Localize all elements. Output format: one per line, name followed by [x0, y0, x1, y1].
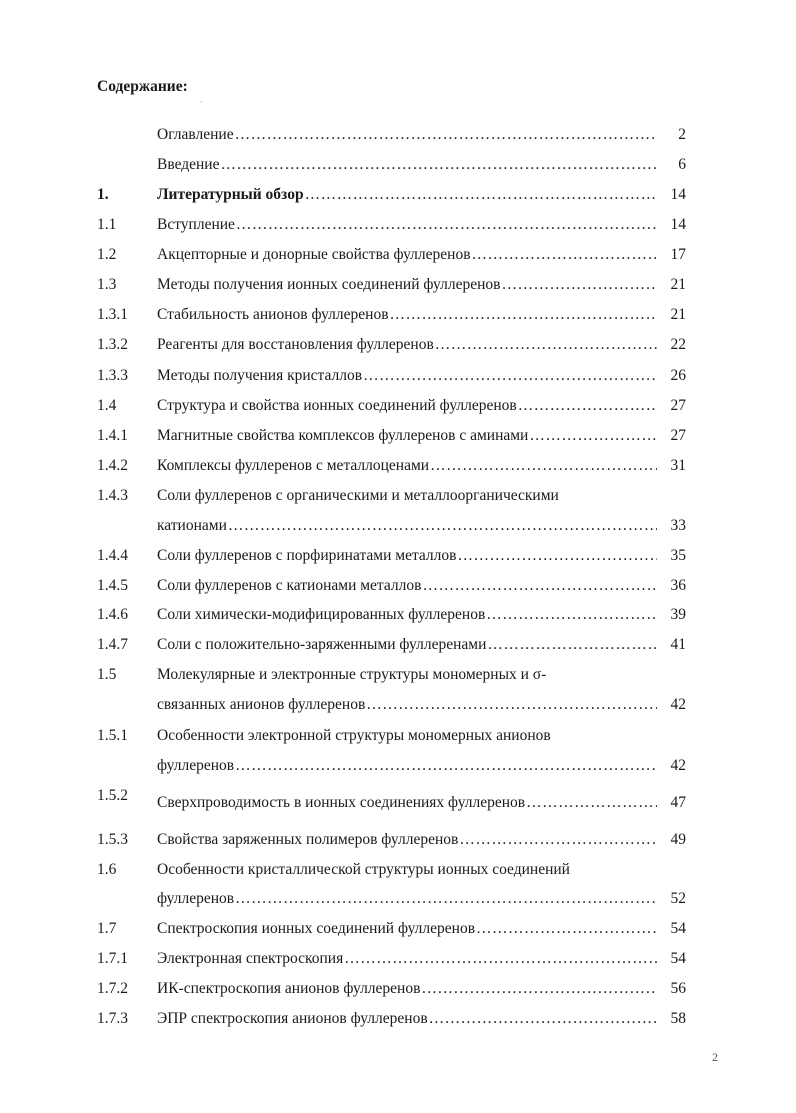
toc-num: 1.3.3: [97, 367, 128, 384]
toc-heading: Содержание:: [97, 78, 188, 95]
toc-entry[interactable]: [0, 516, 796, 546]
toc-title: фуллеренов: [157, 757, 235, 774]
toc-title: Соли фуллеренов с порфиринатами металлов: [157, 547, 457, 564]
toc-title: катионами: [157, 517, 227, 534]
toc-title: Спектроскопия ионных соединений фуллеренов: [157, 920, 476, 937]
toc-entry[interactable]: [0, 215, 796, 245]
toc-leader: [429, 1009, 657, 1029]
toc-title: Электронная спектроскопия: [157, 950, 344, 967]
toc-page: 14: [670, 216, 686, 233]
toc-leader: [476, 919, 657, 939]
toc-num: 1.4.3: [97, 487, 128, 504]
toc-num: 1.7.1: [97, 950, 128, 967]
toc-leader: [435, 335, 657, 355]
toc-num: 1.7.2: [97, 980, 128, 997]
toc-page: 42: [670, 696, 686, 713]
toc-leader: [459, 830, 657, 850]
toc-entry[interactable]: [0, 605, 796, 635]
toc-entry[interactable]: [0, 185, 796, 215]
toc-page: 58: [670, 1010, 686, 1027]
toc-leader: [421, 979, 657, 999]
toc-leader: [344, 949, 657, 969]
toc-title: Акцепторные и донорные свойства фуллеренов: [157, 246, 471, 263]
toc-page: 21: [670, 276, 686, 293]
toc-page: 56: [670, 980, 686, 997]
toc-entry[interactable]: [0, 305, 796, 335]
toc-page: 35: [670, 547, 686, 564]
toc-page: 27: [670, 397, 686, 414]
toc-page: 54: [670, 920, 686, 937]
toc-num: 1.: [97, 186, 109, 203]
toc-title: Введение: [157, 156, 220, 173]
toc-title: Свойства заряженных полимеров фуллеренов: [157, 831, 459, 848]
toc-leader: [422, 576, 657, 596]
toc-page: 6: [678, 156, 686, 173]
toc-entry[interactable]: [0, 275, 796, 305]
scan-mark: ´: [200, 100, 203, 109]
toc-page: 47: [670, 794, 686, 811]
toc-leader: [457, 546, 657, 566]
toc-leader: [487, 635, 657, 655]
toc-leader: [472, 245, 657, 265]
toc-entry[interactable]: [0, 335, 796, 365]
toc-title: ЭПР спектроскопия анионов фуллеренов: [157, 1010, 428, 1027]
toc-entry[interactable]: [0, 695, 796, 725]
toc-leader: [430, 456, 657, 476]
toc-num: 1.3: [97, 276, 117, 293]
toc-entry[interactable]: [0, 830, 796, 860]
toc-num: 1.1: [97, 216, 117, 233]
toc-page: 31: [670, 457, 686, 474]
toc-leader: [236, 215, 657, 235]
toc-page: 39: [670, 606, 686, 623]
toc-entry[interactable]: [0, 793, 796, 823]
toc-num: 1.5.1: [97, 727, 128, 744]
toc-num: 1.6: [97, 861, 117, 878]
toc-title: Методы получения кристаллов: [157, 367, 363, 384]
page-number: 2: [712, 1050, 718, 1064]
toc-page: 14: [670, 186, 686, 203]
toc-leader: [305, 185, 657, 205]
toc-num: 1.4.2: [97, 457, 128, 474]
toc-entry[interactable]: [0, 546, 796, 576]
toc-entry[interactable]: [0, 756, 796, 786]
toc-num: 1.3.1: [97, 306, 128, 323]
toc-page: 22: [670, 336, 686, 353]
toc-title-line1: Соли фуллеренов с органическими и металлоорганическими: [157, 487, 559, 504]
toc-leader: [235, 756, 657, 776]
toc-title: Реагенты для восстановления фуллеренов: [157, 336, 434, 353]
toc-title: Соли с положительно-заряженными фуллеренами: [157, 636, 487, 653]
toc-leader: [228, 516, 657, 536]
toc-num: 1.4: [97, 397, 117, 414]
toc-page: 54: [670, 950, 686, 967]
toc-page: 2: [678, 126, 686, 143]
toc-entry-line1[interactable]: [0, 486, 796, 516]
toc-title: Комплексы фуллеренов с металлоценами: [157, 457, 430, 474]
toc-title: Методы получения ионных соединений фуллеренов: [157, 276, 501, 293]
toc-leader: [518, 396, 657, 416]
toc-entry[interactable]: [0, 125, 796, 155]
toc-num: 1.4.1: [97, 427, 128, 444]
toc-title-line1: Молекулярные и электронные структуры мономерных и σ-: [157, 666, 547, 683]
toc-page: 17: [670, 246, 686, 263]
toc-entry[interactable]: [0, 979, 796, 1009]
toc-page: 52: [670, 890, 686, 907]
toc-title: Стабильность анионов фуллеренов: [157, 306, 389, 323]
toc-title: Оглавление: [157, 126, 234, 143]
toc-title-line1: Особенности электронной структуры мономерных анионов: [157, 727, 551, 744]
toc-page: 36: [670, 577, 686, 594]
toc-page: 21: [670, 306, 686, 323]
toc-page: 33: [670, 517, 686, 534]
toc-entry[interactable]: [0, 396, 796, 426]
toc-leader: [363, 366, 657, 386]
toc-entry-line1[interactable]: [0, 726, 796, 756]
toc-num: 1.7.3: [97, 1010, 128, 1027]
toc-num: 1.5: [97, 666, 117, 683]
toc-leader: [235, 889, 657, 909]
toc-entry[interactable]: [0, 456, 796, 486]
toc-entry-line1[interactable]: [0, 665, 796, 695]
toc-leader: [390, 305, 657, 325]
toc-title: связанных анионов фуллеренов: [157, 696, 366, 713]
toc-title: фуллеренов: [157, 890, 235, 907]
toc-num: 1.5.2: [97, 787, 128, 804]
toc-num: 1.3.2: [97, 336, 128, 353]
toc-num: 1.7: [97, 920, 117, 937]
toc-title-line1: Особенности кристаллической структуры ионных соединений: [157, 861, 570, 878]
toc-leader: [526, 793, 657, 813]
toc-title: Структура и свойства ионных соединений фуллеренов: [157, 397, 517, 414]
toc-entry[interactable]: [0, 919, 796, 949]
toc-leader: [220, 155, 657, 175]
toc-title: Магнитные свойства комплексов фуллеренов с аминами: [157, 427, 529, 444]
toc-entry[interactable]: [0, 155, 796, 185]
toc-title: Литературный обзор: [157, 186, 304, 203]
toc-num: 1.5.3: [97, 831, 128, 848]
toc-num: 1.4.4: [97, 547, 128, 564]
toc-entry[interactable]: [0, 245, 796, 275]
toc-page: 42: [670, 757, 686, 774]
toc-title: Сверхпроводимость в ионных соединениях фуллеренов: [157, 794, 526, 811]
toc-leader: [501, 275, 657, 295]
toc-page: 26: [670, 367, 686, 384]
toc-entry[interactable]: [0, 366, 796, 396]
toc-num: 1.2: [97, 246, 117, 263]
toc-title: Вступление: [157, 216, 235, 233]
toc-title: Соли фуллеренов с катионами металлов: [157, 577, 422, 594]
toc-leader: [366, 695, 657, 715]
toc-leader: [235, 125, 657, 145]
toc-leader: [529, 426, 657, 446]
toc-leader: [486, 605, 657, 625]
toc-entry-line1[interactable]: [0, 860, 796, 890]
toc-entry[interactable]: [0, 635, 796, 665]
toc-entry[interactable]: [0, 889, 796, 919]
toc-num: 1.4.5: [97, 577, 128, 594]
toc-entry[interactable]: [0, 949, 796, 979]
toc-entry[interactable]: [0, 1009, 796, 1039]
toc-entry[interactable]: [0, 576, 796, 606]
toc-title: Соли химически-модифицированных фуллеренов: [157, 606, 486, 623]
toc-num: 1.4.6: [97, 606, 128, 623]
toc-page: 41: [670, 636, 686, 653]
toc-page: 27: [670, 427, 686, 444]
toc-title: ИК-спектроскопия анионов фуллеренов: [157, 980, 421, 997]
toc-entry[interactable]: [0, 426, 796, 456]
toc-page: 49: [670, 831, 686, 848]
toc-num: 1.4.7: [97, 636, 128, 653]
